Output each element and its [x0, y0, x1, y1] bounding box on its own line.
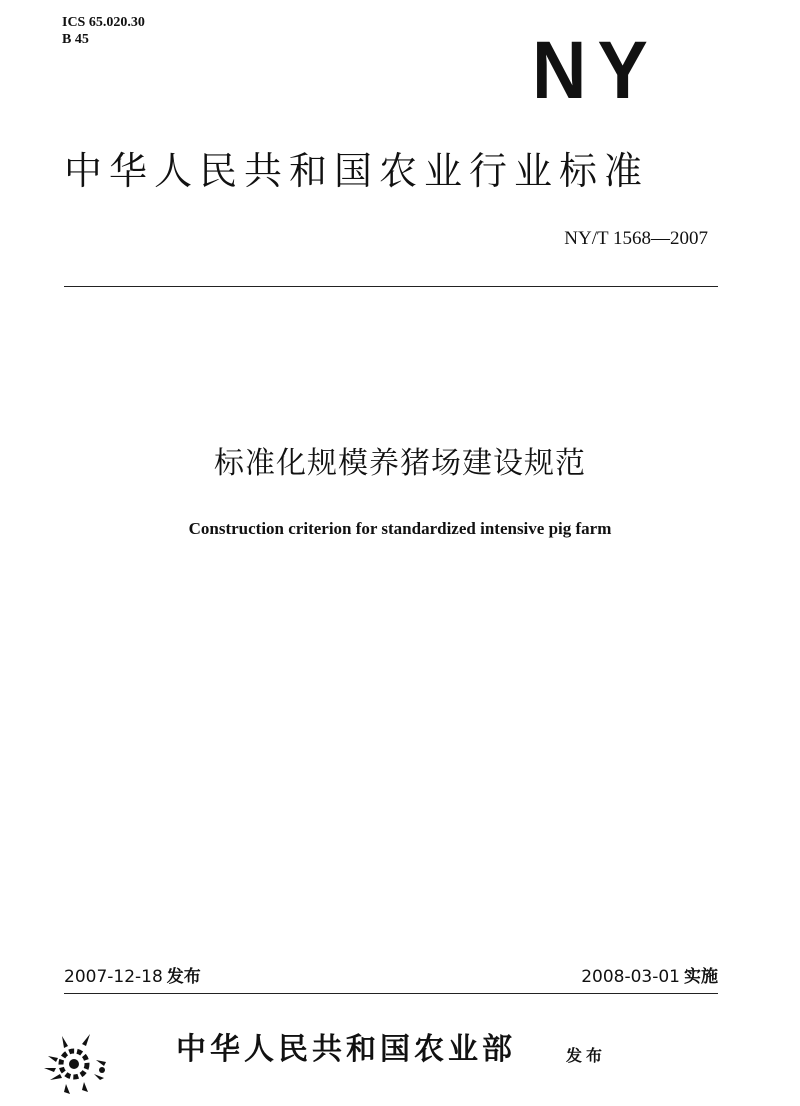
publisher-name: 中华人民共和国农业部 [176, 1032, 516, 1067]
implementation-label: 实施 [684, 967, 718, 987]
ny-logo: NY [532, 25, 659, 116]
ministry-emblem-icon [40, 1030, 112, 1102]
issue-date-line [64, 966, 201, 988]
ics-code: ICS 65.020.30 [62, 15, 145, 30]
classification-codes [62, 14, 145, 48]
footer-divider [64, 993, 718, 994]
standard-code: NY/T 1568—2007 [564, 228, 708, 249]
standard-category-title: 中华人民共和国农业行业标准 [64, 149, 650, 193]
implementation-date: 2008-03-01 [581, 967, 680, 987]
implementation-date-line [581, 966, 718, 988]
publisher-action: 发布 [566, 1046, 607, 1065]
issue-date: 2007-12-18 [64, 967, 163, 987]
document-title-cn: 标准化规模养猪场建设规范 [214, 446, 586, 481]
issue-label: 发布 [166, 967, 201, 987]
ccs-code: B 45 [62, 32, 89, 47]
document-title-en: Construction criterion for standardized intensive pig farm [188, 519, 612, 538]
header-divider [64, 286, 718, 287]
